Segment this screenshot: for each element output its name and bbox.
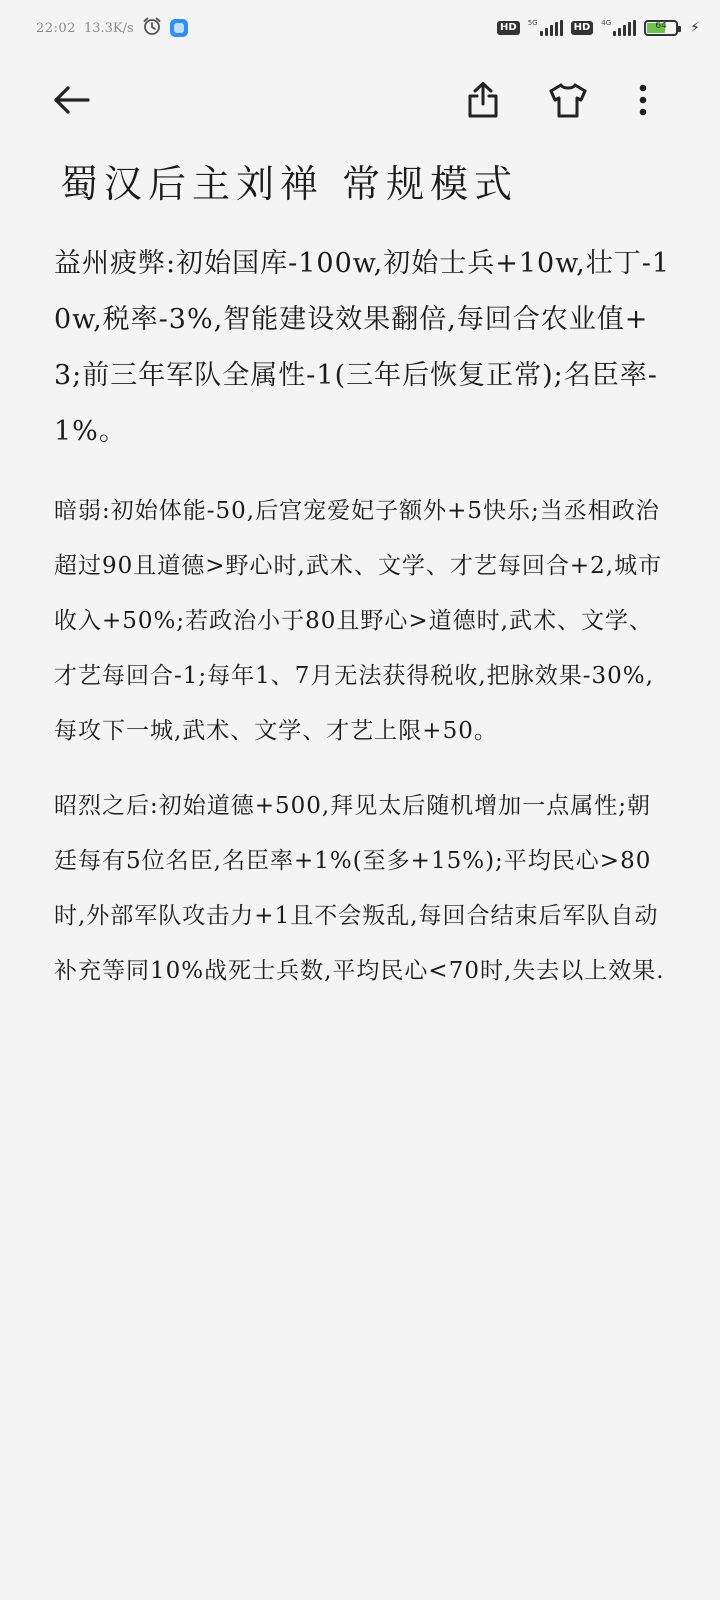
signal-icon (613, 20, 636, 36)
share-button[interactable] (455, 68, 511, 132)
note-paragraph-zhaolie[interactable]: 昭烈之后:初始道德+500,拜见太后随机增加一点属性;朝廷每有5位名臣,名臣率+1%(至多+15%);平均民心>80时,外部军队攻击力+1且不会叛乱,每回合结束后军队自动补充等同10%战死士兵数,平均民心<70时,失去以上效果. (54, 793, 665, 984)
status-right (497, 20, 700, 36)
hd-badge: HD (571, 21, 594, 35)
alarm-icon (142, 16, 162, 40)
app-notification-icon (170, 19, 188, 37)
charging-icon: ⚡ (690, 20, 700, 36)
signal-icon (540, 20, 563, 36)
theme-shirt-icon (546, 78, 590, 122)
note-title[interactable]: 蜀汉后主刘禅 常规模式 (60, 162, 519, 206)
more-options-button[interactable] (615, 68, 671, 132)
note-paragraph-yizhou[interactable]: 益州疲弊:初始国库-100w,初始士兵+10w,壮丁-10w,税率-3%,智能建设效果翻倍,每回合农业值+3;前三年军队全属性-1(三年后恢复正常);名臣率-1%。 (54, 248, 671, 447)
share-icon (463, 80, 503, 120)
note-paragraph-anruo[interactable]: 暗弱:初始体能-50,后宫宠爱妃子额外+5快乐;当丞相政治超过90且道德>野心时,武术、文学、才艺每回合+2,城市收入+50%;若政治小于80且野心>道德时,武术、文学、才艺每回合-1;每年1、7月无法获得税收,把脉效果-30%,每攻下一城,武术、文学、才艺上限+50。 (54, 498, 663, 744)
network-type-label: 4G (601, 19, 612, 27)
more-vertical-icon (631, 80, 655, 120)
hd-badge: HD (497, 21, 520, 35)
battery-percent: 64 (655, 21, 667, 31)
note-content[interactable] (54, 152, 674, 999)
network-speed: 13.3K/s (83, 20, 134, 36)
status-bar (0, 0, 720, 56)
toolbar (0, 68, 720, 132)
theme-button[interactable] (540, 68, 596, 132)
status-time: 22:02 (36, 20, 76, 36)
status-left (36, 16, 188, 40)
back-button[interactable] (44, 68, 100, 132)
back-arrow-icon (50, 78, 94, 122)
battery-icon (644, 20, 678, 36)
network-type-label: 5G (527, 19, 538, 27)
